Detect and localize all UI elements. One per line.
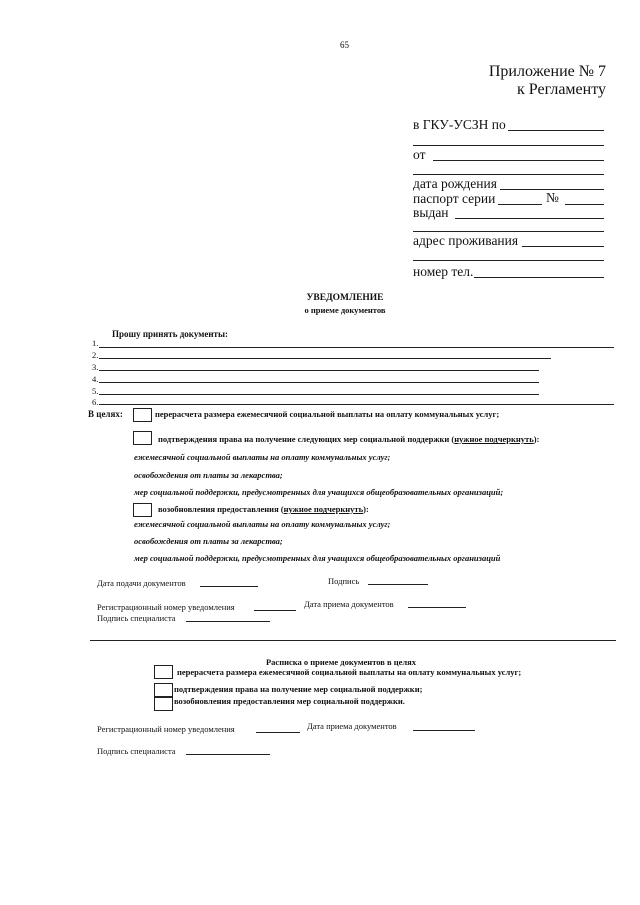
issued-label: выдан [413,205,449,220]
signature-label: Подпись [328,576,360,586]
specialist-sig-label: Подпись специалиста [97,613,176,623]
receipt-recalc-text: перерасчета размера ежемесячной социальной выплаты на оплату коммунальных услуг; [177,667,522,677]
reg-number-line[interactable] [254,610,296,611]
doc-item-2: 2. [92,350,99,360]
confirm-text: подтверждения права на получение следующих мер социальной поддержки (нужное подчеркнуть): [158,434,540,444]
receipt-confirm-checkbox[interactable] [154,683,173,697]
notice-subtitle: о приеме документов [304,305,386,315]
recalc-checkbox[interactable] [133,408,152,422]
recalc-text: перерасчета размера ежемесячной социальной выплаты на оплату коммунальных услуг; [155,409,500,419]
receipt-specialist-sig-label: Подпись специалиста [97,746,176,756]
from-line[interactable] [433,160,604,161]
doc-line-4[interactable] [99,382,539,383]
submit-date-line[interactable] [200,586,258,587]
notice-title: УВЕДОМЛЕНИЕ [306,293,384,303]
confirm-emphasis: нужное подчеркнуть [454,434,534,444]
appendix-line-2: к Регламенту [517,81,606,98]
receipt-recalc-checkbox[interactable] [154,665,173,679]
issued-line-2[interactable] [413,231,604,232]
passport-number-line[interactable] [565,204,604,205]
accept-date-line[interactable] [408,607,466,608]
doc-item-4: 4. [92,374,99,384]
doc-line-1[interactable] [99,347,614,348]
receipt-specialist-sig-line[interactable] [186,754,270,755]
passport-label: паспорт серии [413,191,496,206]
cut-line [90,640,616,641]
to-line[interactable] [508,130,604,131]
receipt-reg-number-label: Регистрационный номер уведомления [97,724,235,734]
birth-label: дата рождения [413,176,497,191]
page-number: 65 [340,40,349,50]
confirm-checkbox[interactable] [133,431,152,445]
confirm-option-2: освобождения от платы за лекарства; [134,470,283,480]
phone-label: номер тел. [413,264,474,279]
request-label: Прошу принять документы: [112,329,228,339]
signature-line[interactable] [368,584,428,585]
address-line-2[interactable] [413,260,604,261]
resume-option-3: мер социальной поддержки, предусмотренных для учащихся общеобразовательных организаций [134,553,501,563]
purposes-label: В целях: [88,409,123,419]
issued-line[interactable] [455,218,604,219]
resume-text: возобновления предоставления (нужное подчеркнуть): [158,504,369,514]
doc-line-6[interactable] [99,404,614,405]
address-line[interactable] [522,246,604,247]
resume-option-2: освобождения от платы за лекарства; [134,536,283,546]
doc-item-1: 1. [92,338,99,348]
doc-item-5: 5. [92,386,99,396]
receipt-accept-date-label: Дата приема документов [307,721,397,731]
resume-checkbox[interactable] [133,503,152,517]
specialist-sig-line[interactable] [186,621,270,622]
receipt-accept-date-line[interactable] [413,730,475,731]
confirm-option-1: ежемесячной социальной выплаты на оплату коммунальных услуг; [134,452,391,462]
to-label: в ГКУ-УСЗН по [413,117,506,132]
reg-number-label: Регистрационный номер уведомления [97,602,235,612]
phone-line[interactable] [474,277,604,278]
receipt-confirm-text: подтверждения права на получение мер социальной поддержки; [174,684,423,694]
receipt-reg-number-line[interactable] [256,732,300,733]
from-label: от [413,147,426,162]
doc-item-3: 3. [92,362,99,372]
receipt-title: Расписка о приеме документов в целях [265,657,417,667]
doc-line-3[interactable] [99,370,539,371]
from-line-2[interactable] [413,174,604,175]
submit-date-label: Дата подачи документов [97,578,186,588]
doc-line-2[interactable] [99,358,551,359]
appendix-line-1: Приложение № 7 [488,63,606,80]
to-line-2[interactable] [413,145,604,146]
doc-line-5[interactable] [99,394,539,395]
address-label: адрес проживания [413,233,519,248]
receipt-resume-checkbox[interactable] [154,697,173,711]
confirm-option-3: мер социальной поддержки, предусмотренных для учащихся общеобразовательных организаций; [134,487,504,497]
resume-option-1: ежемесячной социальной выплаты на оплату коммунальных услуг; [134,519,391,529]
resume-emphasis: нужное подчеркнуть [283,504,364,514]
accept-date-label: Дата приема документов [304,599,394,609]
passport-series-line[interactable] [498,204,542,205]
receipt-resume-text: возобновления предоставления мер социальной поддержки. [174,696,405,706]
doc-item-6: 6. [92,397,99,407]
number-sign: № [546,190,559,205]
